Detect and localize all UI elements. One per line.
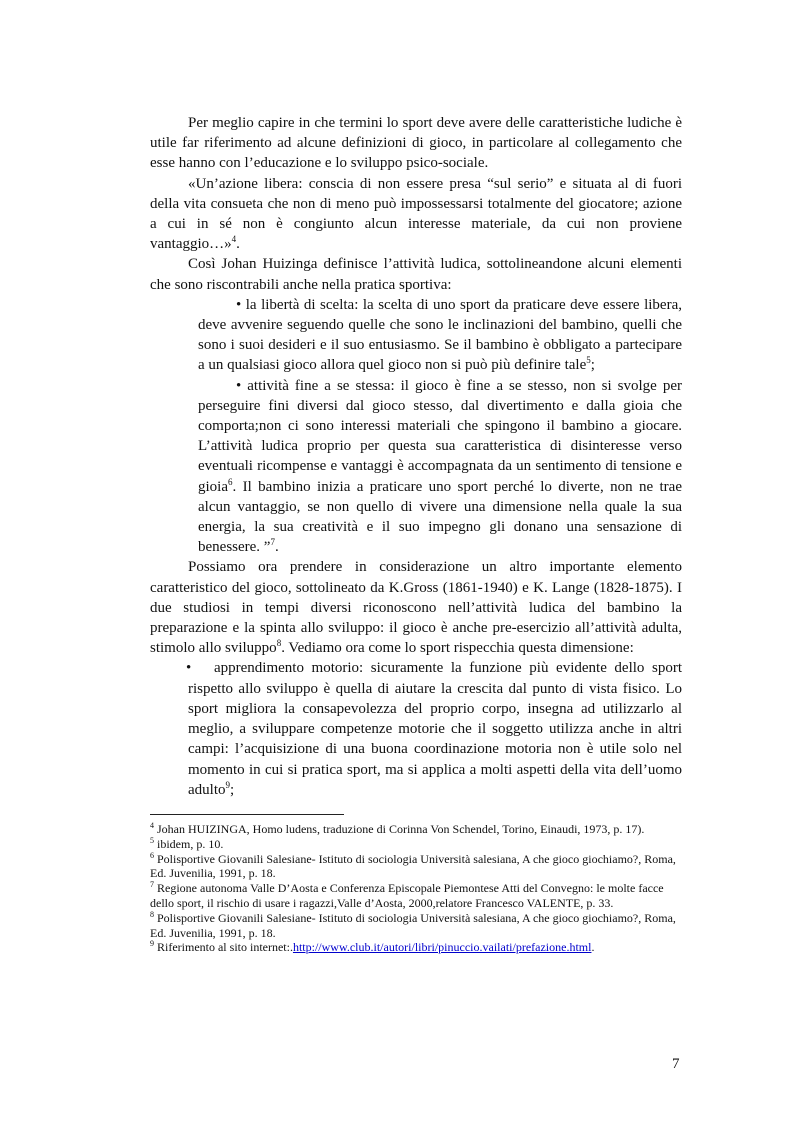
paragraph-gross-text-b: . Vediamo ora come lo sport rispecchia questa dimensione:: [281, 640, 634, 657]
bullet-fine-text-b: . Il bambino inizia a praticare uno sport perché lo diverte, non ne trae alcun vantaggio, se non quello di vivere una dimensione nella quale la sua energia, la sua creatività e il suo impegno gli donano una sensazione di benessere. ”: [198, 478, 682, 556]
paragraph-gross-text-a: Possiamo ora prendere in considerazione un altro importante elemento caratteristico del gioco, sottolineato da K.Gross (1861-1940) e K. Lange (1828-1875). I due studiosi in tempi diversi riconoscono nell’attività ludica del bambino la preparazione e la spinta allo sviluppo: il gioco è anche pre-esercizio all’attività adulta, stimolo allo sviluppo: [150, 559, 682, 657]
footnote-ref-8: 8: [276, 638, 282, 649]
paragraph-quote: [150, 174, 682, 255]
footnote-ref-4: 4: [231, 234, 237, 245]
bullet-fine-text-a: • attività fine a se stessa: il gioco è fine a se stesso, non si svolge per perseguire fini diversi dal gioco stesso, dal divertimento e dalla gioia che comporta;non ci sono interessi materiali che spingono il bambino a giocare. L’attività ludica proprio per questa sua caratteristica di disinteresse verso eventuali ricompense e vantaggi è accompagnata da un sentimento di tensione e gioia: [198, 377, 682, 495]
footnote-text: Polisportive Giovanili Salesiane- Istituto di sociologia Università salesiana, A che gioco giochiamo?, Roma, Ed. Juvenilia, 1991, p. 18.: [150, 910, 676, 940]
footnote: [150, 940, 690, 955]
footnote-ref-6: 6: [228, 476, 233, 487]
footnote-ref-7: 7: [270, 537, 275, 548]
page-number: 7: [672, 1056, 680, 1072]
footnote-ref-5: 5: [586, 355, 591, 366]
footnote: [150, 881, 690, 911]
footnotes: [150, 822, 690, 955]
footnote: [150, 852, 690, 882]
bullet-liberta-end: ;: [590, 357, 595, 374]
footnote-number: 8: [150, 909, 154, 919]
bullet-marker: •: [186, 660, 192, 677]
bullet-fine-a-se-stessa: [198, 376, 682, 558]
paragraph-huizinga-text: Così Johan Huizinga definisce l’attività ludica, sottolineandone alcuni elementi che sono riscontrabili anche nella pratica sportiva:: [150, 256, 682, 293]
body-text: [150, 113, 682, 800]
footnote-link[interactable]: http://www.club.it/autori/libri/pinuccio.vailati/prefazione.html: [292, 940, 592, 955]
footnote-text: Riferimento al sito internet:.: [154, 940, 293, 955]
quote-text: «Un’azione libera: conscia di non essere presa “sul serio” e situata al di fuori della vita consueta che non di meno può impossessarsi totalmente del giocatore; azione a cui in sé non è congiunto alcun interesse materiale, da cui non proviene vantaggio…»: [150, 175, 682, 253]
footnote-number: 6: [150, 850, 154, 860]
paragraph-intro: [150, 113, 682, 174]
bullet-apprendimento: [188, 658, 682, 799]
footnote-number: 4: [150, 821, 154, 830]
bullet-liberta: [198, 295, 682, 376]
footnote-number: 9: [150, 939, 154, 949]
footnote-text: Polisportive Giovanili Salesiane- Istituto di sociologia Università salesiana, A che gioco giochiamo?, Roma, Ed. Juvenilia, 1991, p. 18.: [150, 851, 676, 881]
footnote-separator: [150, 814, 344, 815]
footnote-link-end: .: [591, 940, 595, 955]
footnote-text: ibidem, p. 10.: [154, 836, 224, 851]
bullet-apprendimento-text: apprendimento motorio: sicuramente la funzione più evidente dello sport rispetto allo sviluppo è quella di aiutare la crescita dal punto di vista fisico. Lo sport migliora la consapevolezza del proprio corpo, insegna ad utilizzarlo al meglio, a sviluppare competenze motorie che il soggetto utilizza anche in altri campi: l’acquisizione di una buona coordinazione motoria non è utile solo nel momento in cui si pratica sport, ma si applica a molti aspetti della vita dell’uomo adulto: [188, 660, 682, 798]
paragraph-gross-lange: [150, 557, 682, 658]
bullet-liberta-text: • la libertà di scelta: la scelta di uno sport da praticare deve essere libera, deve avvenire seguendo quelle che sono le inclinazioni del bambino, quelli che sono i suoi desideri e il suo entusiasmo. Se il bambino è obbligato a partecipare a un qualsiasi gioco allora quel gioco non si può più definire tale: [198, 296, 682, 374]
footnote-number: 5: [150, 835, 154, 845]
paragraph-intro-text: Per meglio capire in che termini lo sport deve avere delle caratteristiche ludiche è utile far riferimento ad alcune definizioni di gioco, in particolare al collegamento che esse hanno con l’educazione e lo sviluppo psico-sociale.: [150, 115, 682, 172]
quote-end: .: [236, 236, 240, 253]
footnote-ref-9: 9: [225, 779, 230, 790]
footnote: [150, 837, 690, 852]
footnote-text: Regione autonoma Valle D’Aosta e Conferenza Episcopale Piemontese Atti del Convegno: le molte facce dello sport, il rischio di usare i ragazzi,Valle d’Aosta, 2000,relatore Francesco VALENTE, p. 33.: [150, 881, 664, 910]
footnote: [150, 911, 690, 941]
bullet-fine-end: .: [274, 539, 279, 556]
bullet-apprendimento-end: ;: [230, 781, 235, 798]
footnote-number: 7: [150, 880, 154, 890]
footnote-text: Johan HUIZINGA, Homo ludens, traduzione di Corinna Von Schendel, Torino, Einaudi, 1973, p. 17).: [154, 822, 645, 836]
paragraph-huizinga: [150, 254, 682, 294]
footnote: [150, 822, 690, 837]
